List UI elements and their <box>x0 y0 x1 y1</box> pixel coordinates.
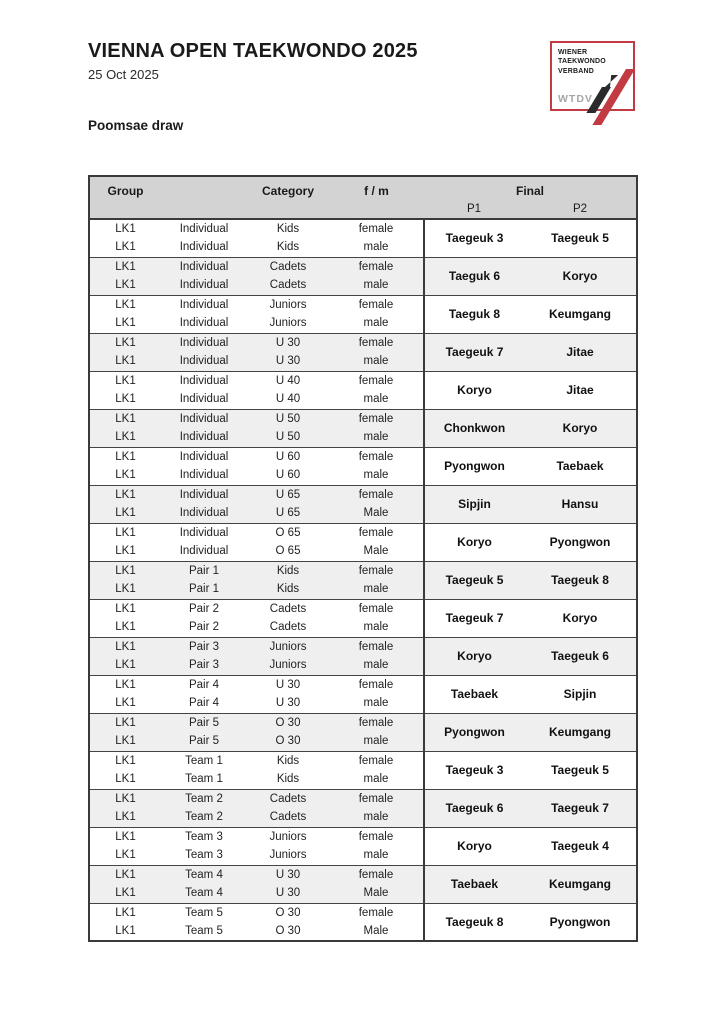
p2-cell: Taegeuk 5 <box>524 219 637 257</box>
type-cell: Pair 5 <box>161 732 247 751</box>
p2-cell: Sipjin <box>524 675 637 713</box>
sex-cell: female <box>329 371 424 390</box>
group-cell: LK1 <box>89 333 161 352</box>
p1-cell: Taegeuk 3 <box>424 751 524 789</box>
category-cell: U 65 <box>247 485 329 504</box>
sex-cell: male <box>329 656 424 675</box>
group-cell: LK1 <box>89 428 161 447</box>
type-cell: Team 3 <box>161 827 247 846</box>
sex-cell: female <box>329 903 424 922</box>
group-cell: LK1 <box>89 276 161 295</box>
section-heading: Poomsae draw <box>88 118 184 133</box>
p2-cell: Pyongwon <box>524 523 637 561</box>
type-cell: Team 4 <box>161 884 247 903</box>
category-cell: Juniors <box>247 827 329 846</box>
group-cell: LK1 <box>89 580 161 599</box>
type-cell: Team 2 <box>161 808 247 827</box>
type-cell: Pair 1 <box>161 561 247 580</box>
group-cell: LK1 <box>89 561 161 580</box>
p1-cell: Taegeuk 7 <box>424 333 524 371</box>
p1-cell: Pyongwon <box>424 713 524 751</box>
table-header <box>89 176 637 219</box>
group-cell: LK1 <box>89 827 161 846</box>
category-cell: O 65 <box>275 545 301 558</box>
p2-cell: Taegeuk 4 <box>524 827 637 865</box>
sex-cell: male <box>363 393 389 406</box>
sex-cell: female <box>329 789 424 808</box>
group-cell: LK1 <box>115 241 136 254</box>
category-cell: U 30 <box>247 675 329 694</box>
logo-org-line1: WIENER <box>558 49 588 56</box>
category-cell: Cadets <box>247 599 329 618</box>
category-cell: U 60 <box>247 447 329 466</box>
table-row <box>89 295 637 314</box>
sex-cell: Male <box>329 884 424 903</box>
header-category: Category <box>247 176 329 200</box>
group-cell: LK1 <box>115 849 136 862</box>
p2-cell: Taegeuk 7 <box>524 789 637 827</box>
category-cell: Cadets <box>247 808 329 827</box>
sex-cell: female <box>329 409 424 428</box>
table-row <box>89 751 637 770</box>
sex-cell: female <box>329 485 424 504</box>
table-row <box>89 637 637 656</box>
group-cell: LK1 <box>115 469 136 482</box>
p2-cell: Hansu <box>524 485 637 523</box>
p2-cell: Koryo <box>524 409 637 447</box>
type-cell: Pair 2 <box>161 599 247 618</box>
type-cell: Team 5 <box>185 925 223 937</box>
category-cell: U 30 <box>247 865 329 884</box>
p2-cell: Keumgang <box>524 295 637 333</box>
sex-cell: male <box>329 808 424 827</box>
category-cell: Juniors <box>247 656 329 675</box>
p1-cell: Sipjin <box>424 485 524 523</box>
group-cell: LK1 <box>89 637 161 656</box>
logo-org-line2: TAEKWONDO <box>558 58 606 66</box>
table-row <box>89 561 637 580</box>
p1-cell: Taebaek <box>424 865 524 903</box>
category-cell: U 40 <box>275 393 301 406</box>
table-row <box>89 333 637 352</box>
category-cell: O 30 <box>247 732 329 751</box>
p1-cell: Koryo <box>424 827 524 865</box>
sex-cell: male <box>363 849 389 862</box>
sex-cell: female <box>329 637 424 656</box>
header-fm: f / m <box>329 176 424 200</box>
header-type <box>161 176 247 200</box>
category-cell: U 30 <box>247 352 329 371</box>
group-cell: LK1 <box>89 352 161 371</box>
p1-cell: Koryo <box>424 637 524 675</box>
group-cell: LK1 <box>89 371 161 390</box>
group-cell: LK1 <box>89 257 161 276</box>
group-cell: LK1 <box>89 485 161 504</box>
sex-cell: male <box>329 428 424 447</box>
sex-cell: Male <box>363 545 389 558</box>
category-cell: Kids <box>247 751 329 770</box>
group-cell: LK1 <box>89 675 161 694</box>
category-cell: U 60 <box>275 469 301 482</box>
table-row <box>89 789 637 808</box>
p2-cell: Jitae <box>524 371 637 409</box>
category-cell: Cadets <box>247 257 329 276</box>
category-cell: Kids <box>247 580 329 599</box>
category-cell: Kids <box>276 773 300 786</box>
type-cell: Individual <box>161 409 247 428</box>
type-cell: Team 3 <box>185 849 223 862</box>
sex-cell: male <box>363 469 389 482</box>
sex-cell: female <box>329 713 424 732</box>
sex-cell: male <box>329 276 424 295</box>
type-cell: Team 2 <box>161 789 247 808</box>
sex-cell: male <box>329 580 424 599</box>
p1-cell: Koryo <box>424 523 524 561</box>
p1-cell: Chonkwon <box>424 409 524 447</box>
category-cell: O 30 <box>247 713 329 732</box>
header-group: Group <box>89 176 161 200</box>
type-cell: Pair 4 <box>161 675 247 694</box>
sex-cell: female <box>329 599 424 618</box>
category-cell: U 65 <box>247 504 329 523</box>
group-cell: LK1 <box>115 925 136 937</box>
sex-cell: male <box>363 697 389 710</box>
p1-cell: Taeguk 8 <box>424 295 524 333</box>
category-cell: Kids <box>276 241 300 254</box>
p1-cell: Taegeuk 6 <box>424 789 524 827</box>
header-sub-spacer <box>89 200 424 219</box>
sex-cell: female <box>329 561 424 580</box>
group-cell: LK1 <box>89 599 161 618</box>
header-final: Final <box>424 176 637 200</box>
p1-cell: Taebaek <box>424 675 524 713</box>
sex-cell: female <box>329 751 424 770</box>
table-row <box>89 257 637 276</box>
type-cell: Individual <box>161 523 247 542</box>
p2-cell: Koryo <box>524 599 637 637</box>
category-cell: U 30 <box>247 333 329 352</box>
type-cell: Individual <box>161 504 247 523</box>
wtdv-logo <box>550 41 635 111</box>
type-cell: Pair 2 <box>188 621 220 634</box>
group-cell: LK1 <box>89 656 161 675</box>
type-cell: Pair 5 <box>161 713 247 732</box>
table-row <box>89 675 637 694</box>
p1-cell: Taegeuk 5 <box>424 561 524 599</box>
sex-cell: female <box>329 219 424 238</box>
p1-cell: Taegeuk 8 <box>424 903 524 941</box>
group-cell: LK1 <box>89 523 161 542</box>
group-cell: LK1 <box>89 732 161 751</box>
table-row <box>89 523 637 542</box>
group-cell: LK1 <box>89 903 161 922</box>
sex-cell: female <box>329 827 424 846</box>
group-cell: LK1 <box>115 393 136 406</box>
group-cell: LK1 <box>115 317 136 330</box>
table-row <box>89 903 637 922</box>
type-cell: Team 1 <box>161 751 247 770</box>
category-cell: Cadets <box>247 789 329 808</box>
group-cell: LK1 <box>115 621 136 634</box>
category-cell: U 50 <box>247 428 329 447</box>
type-cell: Individual <box>161 352 247 371</box>
p1-cell: Pyongwon <box>424 447 524 485</box>
group-cell: LK1 <box>89 219 161 238</box>
header-row-sub <box>89 200 637 219</box>
sex-cell: female <box>329 447 424 466</box>
table-row <box>89 827 637 846</box>
category-cell: O 30 <box>275 925 301 937</box>
type-cell: Individual <box>161 428 247 447</box>
sex-cell: Male <box>363 925 389 937</box>
type-cell: Individual <box>161 371 247 390</box>
category-cell: U 30 <box>275 697 301 710</box>
p2-cell: Taegeuk 6 <box>524 637 637 675</box>
group-cell: LK1 <box>89 295 161 314</box>
category-cell: Cadets <box>269 621 307 634</box>
type-cell: Pair 3 <box>161 637 247 656</box>
table-body <box>89 219 637 941</box>
table-row <box>89 447 637 466</box>
type-cell: Individual <box>161 333 247 352</box>
group-cell: LK1 <box>89 884 161 903</box>
sex-cell: male <box>363 317 389 330</box>
sex-cell: female <box>329 523 424 542</box>
sex-cell: female <box>329 333 424 352</box>
type-cell: Team 4 <box>161 865 247 884</box>
p1-cell: Taegeuk 3 <box>424 219 524 257</box>
type-cell: Team 1 <box>185 773 223 786</box>
category-cell: U 50 <box>247 409 329 428</box>
group-cell: LK1 <box>115 697 136 710</box>
p1-cell: Taegeuk 7 <box>424 599 524 637</box>
p2-cell: Taebaek <box>524 447 637 485</box>
type-cell: Pair 1 <box>161 580 247 599</box>
category-cell: Juniors <box>269 849 307 862</box>
category-cell: U 40 <box>247 371 329 390</box>
category-cell: Cadets <box>247 276 329 295</box>
sex-cell: male <box>329 352 424 371</box>
category-cell: Juniors <box>247 637 329 656</box>
table-row <box>89 485 637 504</box>
category-cell: Kids <box>247 219 329 238</box>
group-cell: LK1 <box>89 504 161 523</box>
type-cell: Pair 4 <box>188 697 220 710</box>
category-cell: U 30 <box>247 884 329 903</box>
p2-cell: Jitae <box>524 333 637 371</box>
logo-abbr: WTDV <box>558 93 593 105</box>
header-p2: P2 <box>524 200 637 219</box>
type-cell: Team 5 <box>161 903 247 922</box>
type-cell: Individual <box>179 469 229 482</box>
group-cell: LK1 <box>115 545 136 558</box>
p1-cell: Taeguk 6 <box>424 257 524 295</box>
type-cell: Individual <box>161 485 247 504</box>
group-cell: LK1 <box>89 808 161 827</box>
type-cell: Pair 3 <box>161 656 247 675</box>
type-cell: Individual <box>179 241 229 254</box>
group-cell: LK1 <box>89 409 161 428</box>
table-row <box>89 713 637 732</box>
p2-cell: Taegeuk 5 <box>524 751 637 789</box>
table-row <box>89 865 637 884</box>
category-cell: Kids <box>247 561 329 580</box>
type-cell: Individual <box>161 219 247 238</box>
group-cell: LK1 <box>89 713 161 732</box>
category-cell: O 65 <box>247 523 329 542</box>
sex-cell: male <box>329 732 424 751</box>
type-cell: Individual <box>161 447 247 466</box>
table-row <box>89 371 637 390</box>
sex-cell: female <box>329 865 424 884</box>
sex-cell: Male <box>329 504 424 523</box>
p2-cell: Keumgang <box>524 865 637 903</box>
sex-cell: male <box>363 241 389 254</box>
sex-cell: female <box>329 295 424 314</box>
sex-cell: male <box>363 773 389 786</box>
header-row-main <box>89 176 637 200</box>
type-cell: Individual <box>179 317 229 330</box>
poomsae-draw-table <box>88 175 638 942</box>
type-cell: Individual <box>161 257 247 276</box>
group-cell: LK1 <box>89 789 161 808</box>
table-row <box>89 599 637 618</box>
category-cell: Juniors <box>247 295 329 314</box>
category-cell: O 30 <box>247 903 329 922</box>
type-cell: Individual <box>161 276 247 295</box>
page-title: VIENNA OPEN TAEKWONDO 2025 <box>88 40 418 62</box>
table-row <box>89 219 637 238</box>
sex-cell: female <box>329 675 424 694</box>
p1-cell: Koryo <box>424 371 524 409</box>
group-cell: LK1 <box>115 773 136 786</box>
logo-slashes-icon <box>586 69 648 131</box>
p2-cell: Taegeuk 8 <box>524 561 637 599</box>
document-date: 25 Oct 2025 <box>88 67 159 82</box>
p2-cell: Koryo <box>524 257 637 295</box>
sex-cell: female <box>329 257 424 276</box>
p2-cell: Pyongwon <box>524 903 637 941</box>
table-row <box>89 409 637 428</box>
category-cell: Juniors <box>269 317 307 330</box>
type-cell: Individual <box>179 545 229 558</box>
type-cell: Individual <box>161 295 247 314</box>
logo-org-line3: VERBAND <box>558 67 595 75</box>
group-cell: LK1 <box>89 447 161 466</box>
header-p1: P1 <box>424 200 524 219</box>
type-cell: Individual <box>179 393 229 406</box>
group-cell: LK1 <box>89 865 161 884</box>
group-cell: LK1 <box>89 751 161 770</box>
sex-cell: male <box>363 621 389 634</box>
p2-cell: Keumgang <box>524 713 637 751</box>
